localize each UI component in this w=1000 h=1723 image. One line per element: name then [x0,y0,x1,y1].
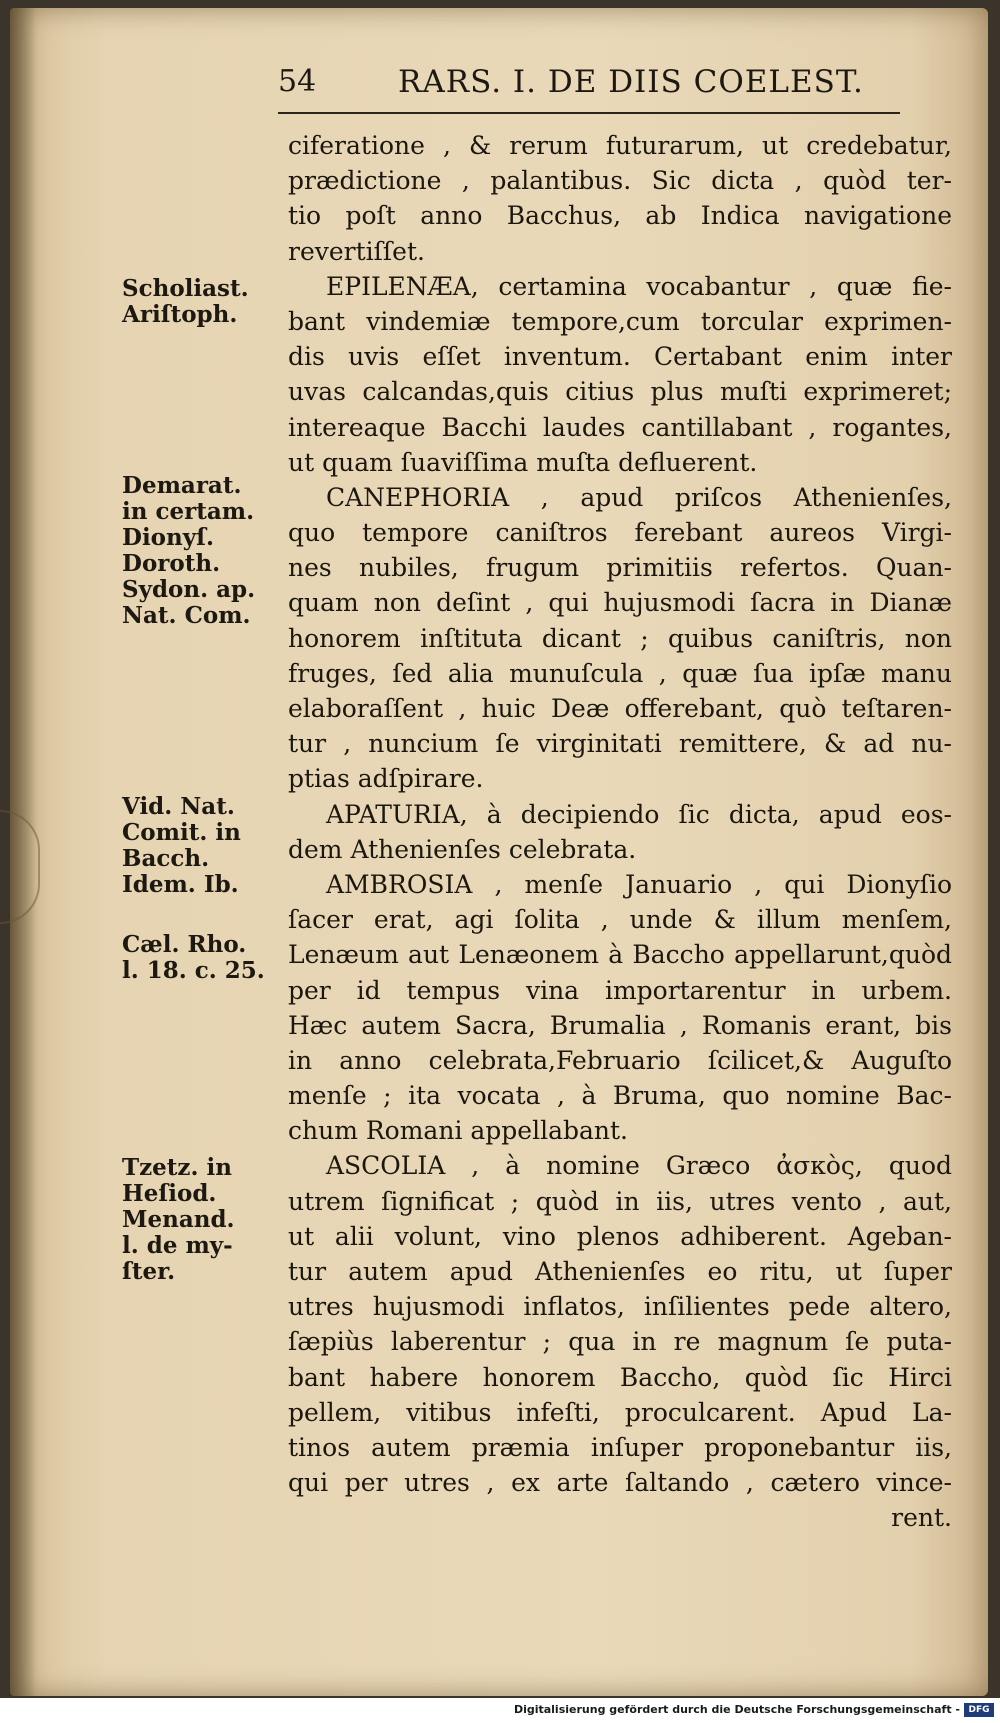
funding-credit: Digitalisierung gefördert durch die Deutsche Forschungsgemeinschaft - [513,1703,960,1716]
text-line: nes nubiles, frugum primitiis refertos. Quan- [288,553,952,583]
text-line: bant habere honorem Baccho, quòd ſic Hirci [288,1362,952,1392]
margin-note [122,276,272,328]
text-line: menſe ; ita vocata , à Bruma, quo nomine Bac- [288,1081,952,1111]
running-head: RARS. I. DE DIIS COELEST. [398,64,864,100]
text-line: dem Athenienſes celebrata. [288,834,637,864]
text-line: tinos autem præmia inſuper proponebantur iis, [288,1432,952,1462]
margin-note-line: Scholiast. [122,275,249,302]
text-line: chum Romani appellabant. [288,1116,628,1146]
text-line: ptias adſpirare. [288,764,484,794]
margin-note-line: Dionyſ. [122,524,215,551]
entry-heading-line: APATURIA, à decipiendo ſic dicta, apud eos- [326,799,952,829]
text-line: tur , nuncium ſe virginitati remittere, & ad nu- [288,729,952,759]
text-line: quam non deſint , qui hujusmodi ſacra in Dianæ [288,588,952,618]
margin-note-line: Bacch. [122,845,210,872]
text-line: utres hujusmodi inflatos, inſilientes pede altero, [288,1292,952,1322]
text-line: ſæpiùs laberentur ; qua in re magnum ſe puta- [288,1327,952,1357]
text-line: uvas calcandas,quis citius plus muſti exprimeret; [288,377,952,407]
margin-note-line: Nat. Com. [122,602,251,629]
margin-note-line: Tzetz. in [122,1154,232,1181]
margin-note-line: Sydon. ap. [122,576,256,603]
entry-heading-line: ASCOLIA , à nomine Græco ἀσκὸς, quod [326,1151,952,1181]
text-line: tio poſt anno Bacchus, ab Indica navigatione [288,201,952,231]
catchword: rent. [891,1503,952,1533]
text-line: revertiſſet. [288,236,425,266]
text-line: tur autem apud Athenienſes eo ritu, ut ſuper [288,1257,952,1286]
text-line: utrem ſignificat ; quòd in iis, utres vento , aut, [288,1186,952,1216]
text-line: Lenæum aut Lenæonem à Baccho appellarunt,quòd [288,940,952,970]
text-line: intereaque Bacchi laudes cantillabant , rogantes, [288,412,952,442]
text-line: ut alii volunt, vino plenos adhiberent. Ageban- [288,1221,952,1251]
text-line: qui per utres , ex arte ſaltando , cætero vince- [288,1468,952,1498]
margin-note-line: Doroth. [122,550,221,577]
header-rule [278,112,900,114]
text-line: bant vindemiæ tempore,cum torcular exprimen- [288,306,952,336]
margin-note-line: Comit. in [122,819,241,846]
text-line: honorem inſtituta dicant ; quibus caniſtris, non [288,623,952,653]
text-line: quo tempore caniſtros ferebant aureos Virgi- [288,518,952,548]
text-line: per id tempus vina importarentur in urbem. [288,975,952,1005]
entry-heading-line: EPILENÆA, certamina vocabantur , quæ fie- [326,271,952,301]
entry-heading-line: CANEPHORIA , apud priſcos Athenienſes, [326,482,952,512]
text-line: fruges, ſed alia munuſcula , quæ ſua ipſæ manu [288,658,952,688]
margin-note-line: Cæl. Rho. [122,931,247,958]
text-line: ciferatione , & rerum futurarum, ut credebatur, [288,131,952,160]
margin-note [122,1155,272,1285]
text-line: elaboraſſent , huic Deæ offerebant, quò teſtaren- [288,694,952,723]
margin-note-line: in certam. [122,498,255,525]
page-header [278,60,898,108]
body-text [288,128,952,1536]
margin-note [122,932,272,984]
margin-note-line: l. 18. c. 25. [122,957,265,984]
margin-note-line: Menand. [122,1206,235,1233]
margin-note-line: ſter. [122,1258,176,1285]
text-line: pellem, vitibus infeſti, proculcarent. Apud La- [288,1397,952,1427]
margin-note-line: Idem. Ib. [122,871,239,898]
page-number: 54 [278,64,317,99]
text-line: Hæc autem Sacra, Brumalia , Romanis erant, bis [288,1010,952,1040]
digitization-footer [0,1698,1000,1723]
text-line: ut quam ſuaviſſima muſta defluerent. [288,447,758,477]
margin-note [122,473,272,629]
text-line: in anno celebrata,Februario ſcilicet,& Auguſto [288,1045,952,1075]
margin-note-line: Vid. Nat. [122,793,235,820]
text-line: dis uvis eſſet inventum. Certabant enim inter [288,342,952,372]
dfg-logo-icon: DFG [964,1703,994,1717]
entry-heading-line: AMBROSIA , menſe Januario , qui Dionyſio [326,869,952,899]
text-line: prædictione , palantibus. Sic dicta , quòd ter- [288,166,952,196]
margin-note-line: Ariſtoph. [122,301,238,328]
margin-note [122,794,272,898]
text-line: ſacer erat, agi ſolita , unde & illum menſem, [288,905,952,935]
margin-note-line: Demarat. [122,472,242,499]
margin-note-line: l. de my- [122,1232,233,1259]
margin-note-line: Heſiod. [122,1180,217,1207]
